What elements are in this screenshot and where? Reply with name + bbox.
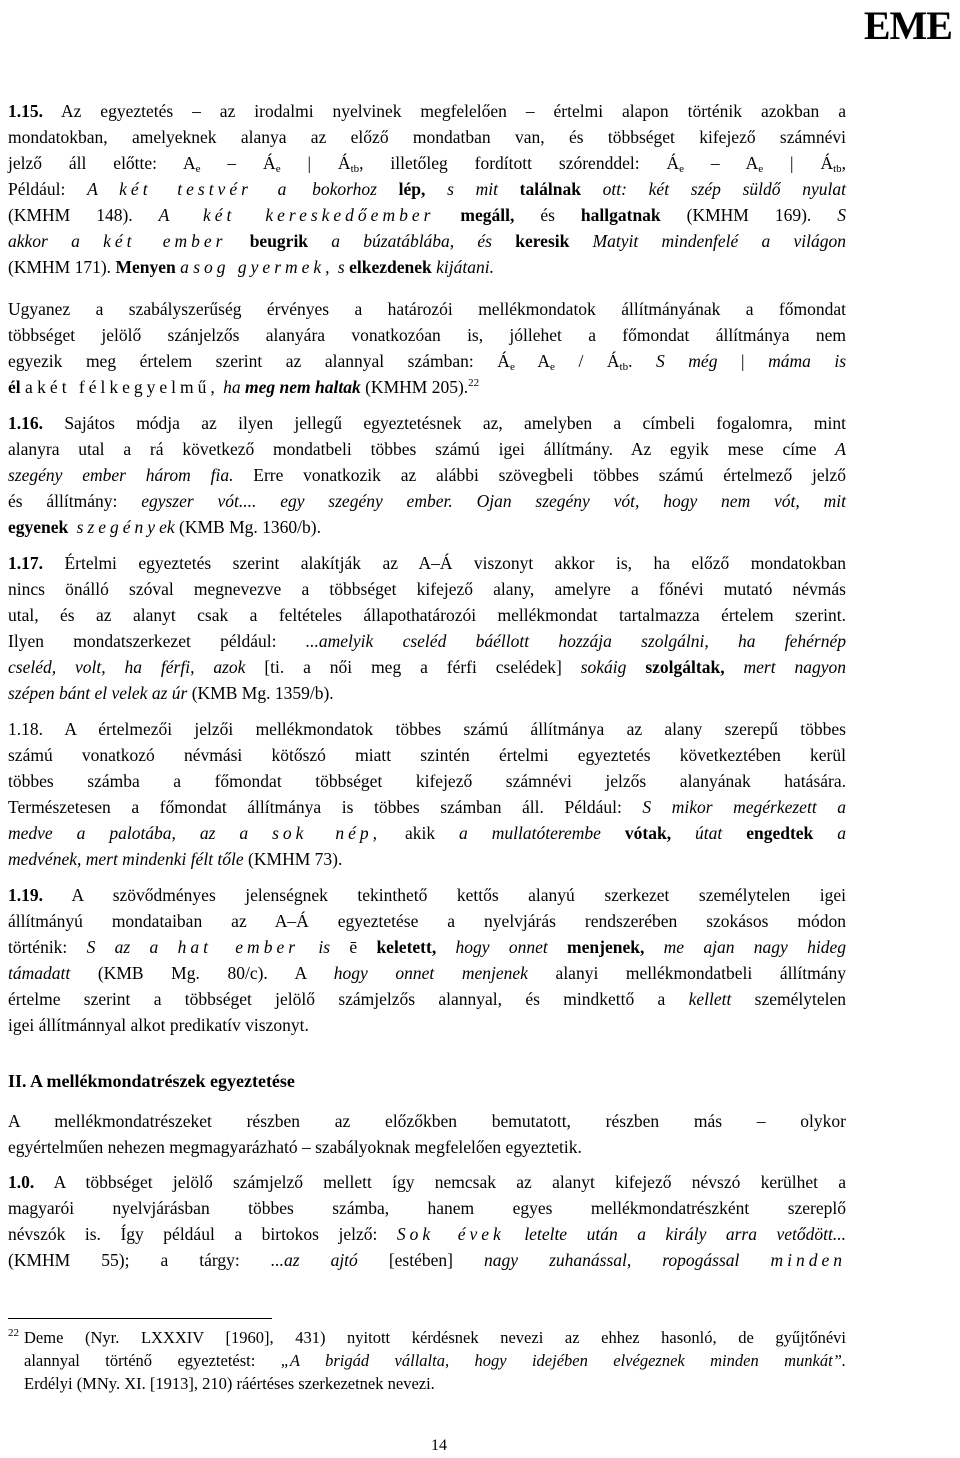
text-line: egyenek szegények (KMB Mg. 1360/b).	[8, 517, 321, 537]
paragraph-1-16	[8, 410, 846, 540]
text-line: (KMHM 55); a tárgy: ...az ajtó [estében] nagy zuhanással, ropogással minden	[8, 1250, 846, 1270]
text-line: alanyra utal a rá következő mondatbeli többes számú igei állítmány. Az egyik mese címe A	[8, 439, 846, 459]
section-number: 1.0.	[8, 1172, 35, 1192]
text-line: Ugyanez a szabályszerűség érvényes a határozói mellékmondatok állítmányának a főmondat	[8, 299, 846, 319]
page-number: 14	[431, 1437, 447, 1454]
footnote	[8, 1326, 846, 1395]
text-line: Például: A két testvér a bokorhoz lép, s mit találnak ott: két szép süldő nyulat	[8, 179, 846, 199]
text-line: számú vonatkozó névmási kötőszó miatt szintén értelmi egyeztetés következtében kerül	[8, 745, 846, 765]
text-line: többséget jelölő szánjelzős alanyára vonatkozóan is, jóllehet a főmondat állítmánya nem	[8, 325, 846, 345]
section-number: 1.18.	[8, 719, 43, 739]
paragraph-1-17	[8, 550, 846, 706]
text-line: támadatt (KMB Mg. 80/c). A hogy onnet menjenek alanyi mellékmondatbeli állítmány	[8, 963, 846, 983]
paragraph-1-15-continued	[8, 296, 846, 400]
section-number: 1.19.	[8, 885, 43, 905]
text-line: akkor a két ember beugrik a búzatáblába, és keresik Matyit mindenfelé a világon	[8, 231, 846, 251]
paragraph-1-0	[8, 1169, 846, 1273]
text-line: (KMHM 171). Menyen a sog gyermek, s elkezdenek kijátani.	[8, 257, 494, 277]
text-line: él a két félkegyelmű, ha meg nem haltak (KMHM 205).$^{22}$	[8, 377, 480, 397]
text-line: többes számba a főmondat többséget kifejező számnévi jelzős alanyának hatására.	[8, 771, 846, 791]
text-line: medve a palotába, az a sok nép, akik a mullatóterembe vótak, útat engedtek a	[8, 823, 846, 843]
text-line: alannyal történő egyeztetést: „A brigád vállalta, hogy idejében elvégeznek minden munkát”.	[24, 1351, 846, 1370]
text-line: medvének, mert mindenki félt tőle (KMHM 73).	[8, 849, 343, 869]
text-line: Ilyen mondatszerkezet például: ...amelyik cseléd báéllott hozzája szolgálni, ha fehérnép	[8, 631, 846, 651]
paragraph-1-19	[8, 882, 846, 1038]
text-line: egyezik meg értelem szerint az alannyal számban: $Á_e$ $A_e$ / $Á_{tb}$. S még | mámа is	[8, 351, 847, 373]
footnote-number: 22	[8, 1327, 19, 1339]
text-line: történik: S az a hat ember is ē keletett, hogy onnet menjenek, me ajan nagy hideg	[8, 937, 846, 957]
section-number: 1.16.	[8, 413, 43, 433]
text-line: névszók is. Így például a birtokos jelző: Sok évek letelte után a király arra vetődött...	[8, 1224, 846, 1244]
section-heading: II. A mellékmondatrészek egyeztetése	[8, 1071, 295, 1091]
text-line: 1.17. Értelmi egyeztetés szerint alakítják az A–Á viszonyt akkor is, ha előző mondatokban	[8, 553, 846, 573]
text-line: Deme (Nyr. LXXXIV [1960], 431) nyitott kérdésnek nevezi az ehhez hasonló, de gyűjtőnévi	[24, 1328, 846, 1347]
text-line: és állítmány: egyszer vót.... egy szegény ember. Ojan szegény vót, hogy nem vót, mit	[8, 491, 846, 511]
paragraph-intro	[8, 1108, 846, 1160]
footnote-reference: 22	[468, 377, 480, 389]
text-line: (KMHM 148). A két kereskedőember megáll, és hallgatnak (KMHM 169). S	[8, 205, 847, 225]
section-number: 1.15.	[8, 101, 43, 121]
text-line: magyarói nyelvjárásban többes számba, hanem egyes mellékmondatrészként szereplő	[8, 1198, 846, 1218]
text-line: 1.16. Sajátos módja az ilyen jellegű egyeztetésnek az, amelyben a címbeli fogalomra, mint	[8, 413, 846, 433]
text-line: cseléd, volt, ha férfi, azok [ti. a női meg a férfi cselédek] sokáig szolgáltak, mert nagyon	[8, 657, 846, 677]
text-line: utal, és az alanyt csak a feltételes állapothatározói mellékmondat tartalmazza értelem szerint.	[8, 605, 846, 625]
text-line: állítmányú mondataiban az A–Á egyeztetése a nyelvjárás rendszerében szokásos módon	[8, 911, 846, 931]
text-line: szegény ember három fia. Erre vonatkozik az alábbi szövegbeli többes számú értelmező jelző	[8, 465, 847, 485]
text-line: értelme szerint a többséget jelölő számjelzős alannyal, és mindkettő a kellett személytelen	[8, 989, 846, 1009]
paragraph-1-18	[8, 716, 846, 872]
text-line: jelző áll előtte: $A_e$ – $Á_e$ | $Á_{tb}$, illetőleg fordított szórenddel: $Á_e - A_e$ | $Á_{tb}$,	[8, 153, 847, 175]
text-line: nincs önálló szóval megnevezve a többséget kifejező alany, amelyre a főnévi mutató névmás	[8, 579, 846, 599]
text-line: 1.18. A értelmezői jelzői mellékmondatok többes számú állítmánya az alany szerepű többes	[8, 719, 846, 739]
section-number: 1.17.	[8, 553, 43, 573]
footnote-divider	[8, 1318, 272, 1319]
text-line: Erdélyi (MNy. XI. [1913], 210) ráértéses szerkezetnek nevezi.	[24, 1374, 435, 1393]
text-line: Természetesen a főmondat állítmánya is többes számban áll. Például: S mikor megérkezett a	[8, 797, 846, 817]
text-line: igei állítmánnyal alkot predikatív viszonyt.	[8, 1015, 309, 1035]
text-line: 1.15. Az egyeztetés – az irodalmi nyelvinek megfelelően – értelmi alapon történik azokban a	[8, 101, 846, 121]
text-line: A mellékmondatrészeket részben az előzőkben bemutatott, részben más – olykor	[8, 1111, 846, 1131]
text-line: 1.19. A szövődményes jelenségnek tekinthető kettős alanyú szerkezet személytelen igei	[8, 885, 846, 905]
text-line: mondatokban, amelyeknek alanya az előző mondatban van, és többséget kifejező számnévi	[8, 127, 846, 147]
paragraph-1-15	[8, 98, 846, 280]
text-line: 1.0. A többséget jelölő számjelző mellett így nemcsak az alanyt kifejező névszó kerülhet a	[8, 1172, 846, 1192]
text-line: szépen bánt el velek az úr (KMB Mg. 1359/b).	[8, 683, 334, 703]
eme-logo: EME	[863, 3, 952, 48]
text-line: egyértelműen nehezen megmagyarázható – szabályoknak megfelelően egyeztetik.	[8, 1137, 582, 1157]
